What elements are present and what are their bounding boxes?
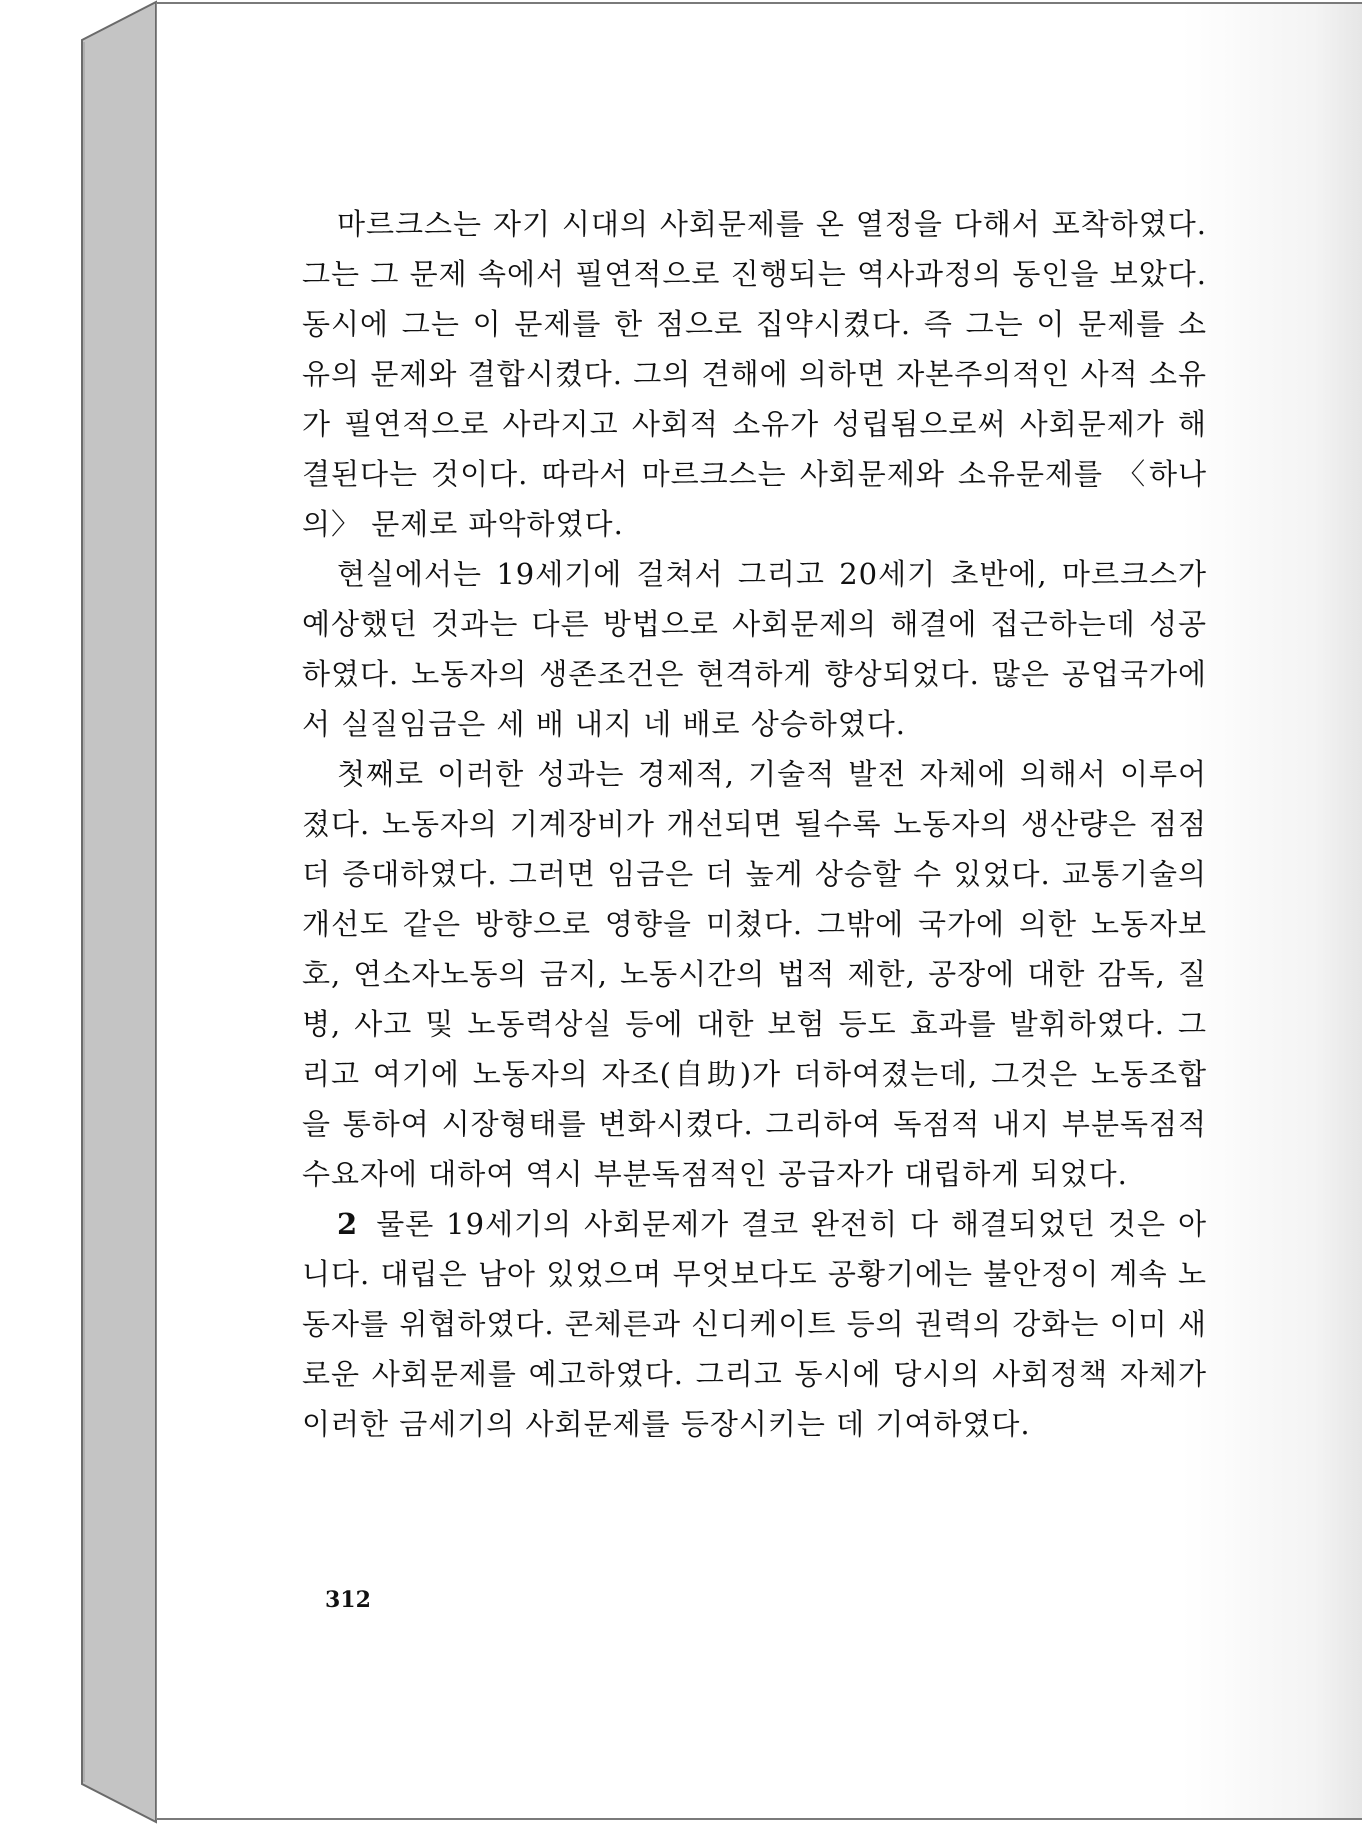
paragraph-text: 물론 19세기의 사회문제가 결코 완전히 다 해결되었던 것은 아니다. 대립은 남아 있었으며 무엇보다도 공황기에는 불안정이 계속 노동자를 위협하였다. 콘체른과 신디케이트 등의 권력의 강화는 이미 새로운 사회문제를 예고하였다. 그리고 동시에 당시의 사회정책 자체가 이러한 금세기의 사회문제를 등장시키는 데 기여하였다. <box>302 1207 1207 1441</box>
paragraph-text: 현실에서는 19세기에 걸쳐서 그리고 20세기 초반에, 마르크스가 예상했던 것과는 다른 방법으로 사회문제의 해결에 접근하는데 성공하였다. 노동자의 생존조건은 현격하게 향상되었다. 많은 공업국가에서 실질임금은 세 배 내지 네 배로 상승하였다. <box>302 557 1207 741</box>
paragraph <box>302 199 1207 549</box>
paragraph-text: 마르크스는 자기 시대의 사회문제를 온 열정을 다해서 포착하였다. 그는 그 문제 속에서 필연적으로 진행되는 역사과정의 동인을 보았다. 동시에 그는 이 문제를 한 점으로 집약시켰다. 즉 그는 이 문제를 소유의 문제와 결합시켰다. 그의 견해에 의하면 자본주의적인 사적 소유가 필연적으로 사라지고 사회적 소유가 성립됨으로써 사회문제가 해결된다는 것이다. 따라서 마르크스는 사회문제와 소유문제를 〈하나의〉 문제로 파악하였다. <box>302 207 1207 541</box>
paragraph <box>302 549 1207 749</box>
book-spine-illustration <box>0 0 160 1824</box>
paragraph-text: 첫째로 이러한 성과는 경제적, 기술적 발전 자체에 의해서 이루어졌다. 노동자의 기계장비가 개선되면 될수록 노동자의 생산량은 점점 더 증대하였다. 그러면 임금은 더 높게 상승할 수 있었다. 교통기술의 개선도 같은 방향으로 영향을 미쳤다. 그밖에 국가에 의한 노동자보호, 연소자노동의 금지, 노동시간의 법적 제한, 공장에 대한 감독, 질병, 사고 및 노동력상실 등에 대한 보험 등도 효과를 발휘하였다. 그리고 여기에 노동자의 자조(自助)가 더하여졌는데, 그것은 노동조합을 통하여 시장형태를 변화시켰다. 그리하여 독점적 내지 부분독점적 수요자에 대하여 역시 부분독점적인 공급자가 대립하게 되었다. <box>302 757 1207 1191</box>
page-number: 312 <box>325 1587 371 1613</box>
page-body-text <box>302 199 1207 1449</box>
section-number: 2 <box>337 1207 359 1241</box>
book-spine <box>0 0 160 1824</box>
book-page <box>156 2 1362 1820</box>
paragraph <box>302 749 1207 1199</box>
paragraph <box>302 1199 1207 1449</box>
